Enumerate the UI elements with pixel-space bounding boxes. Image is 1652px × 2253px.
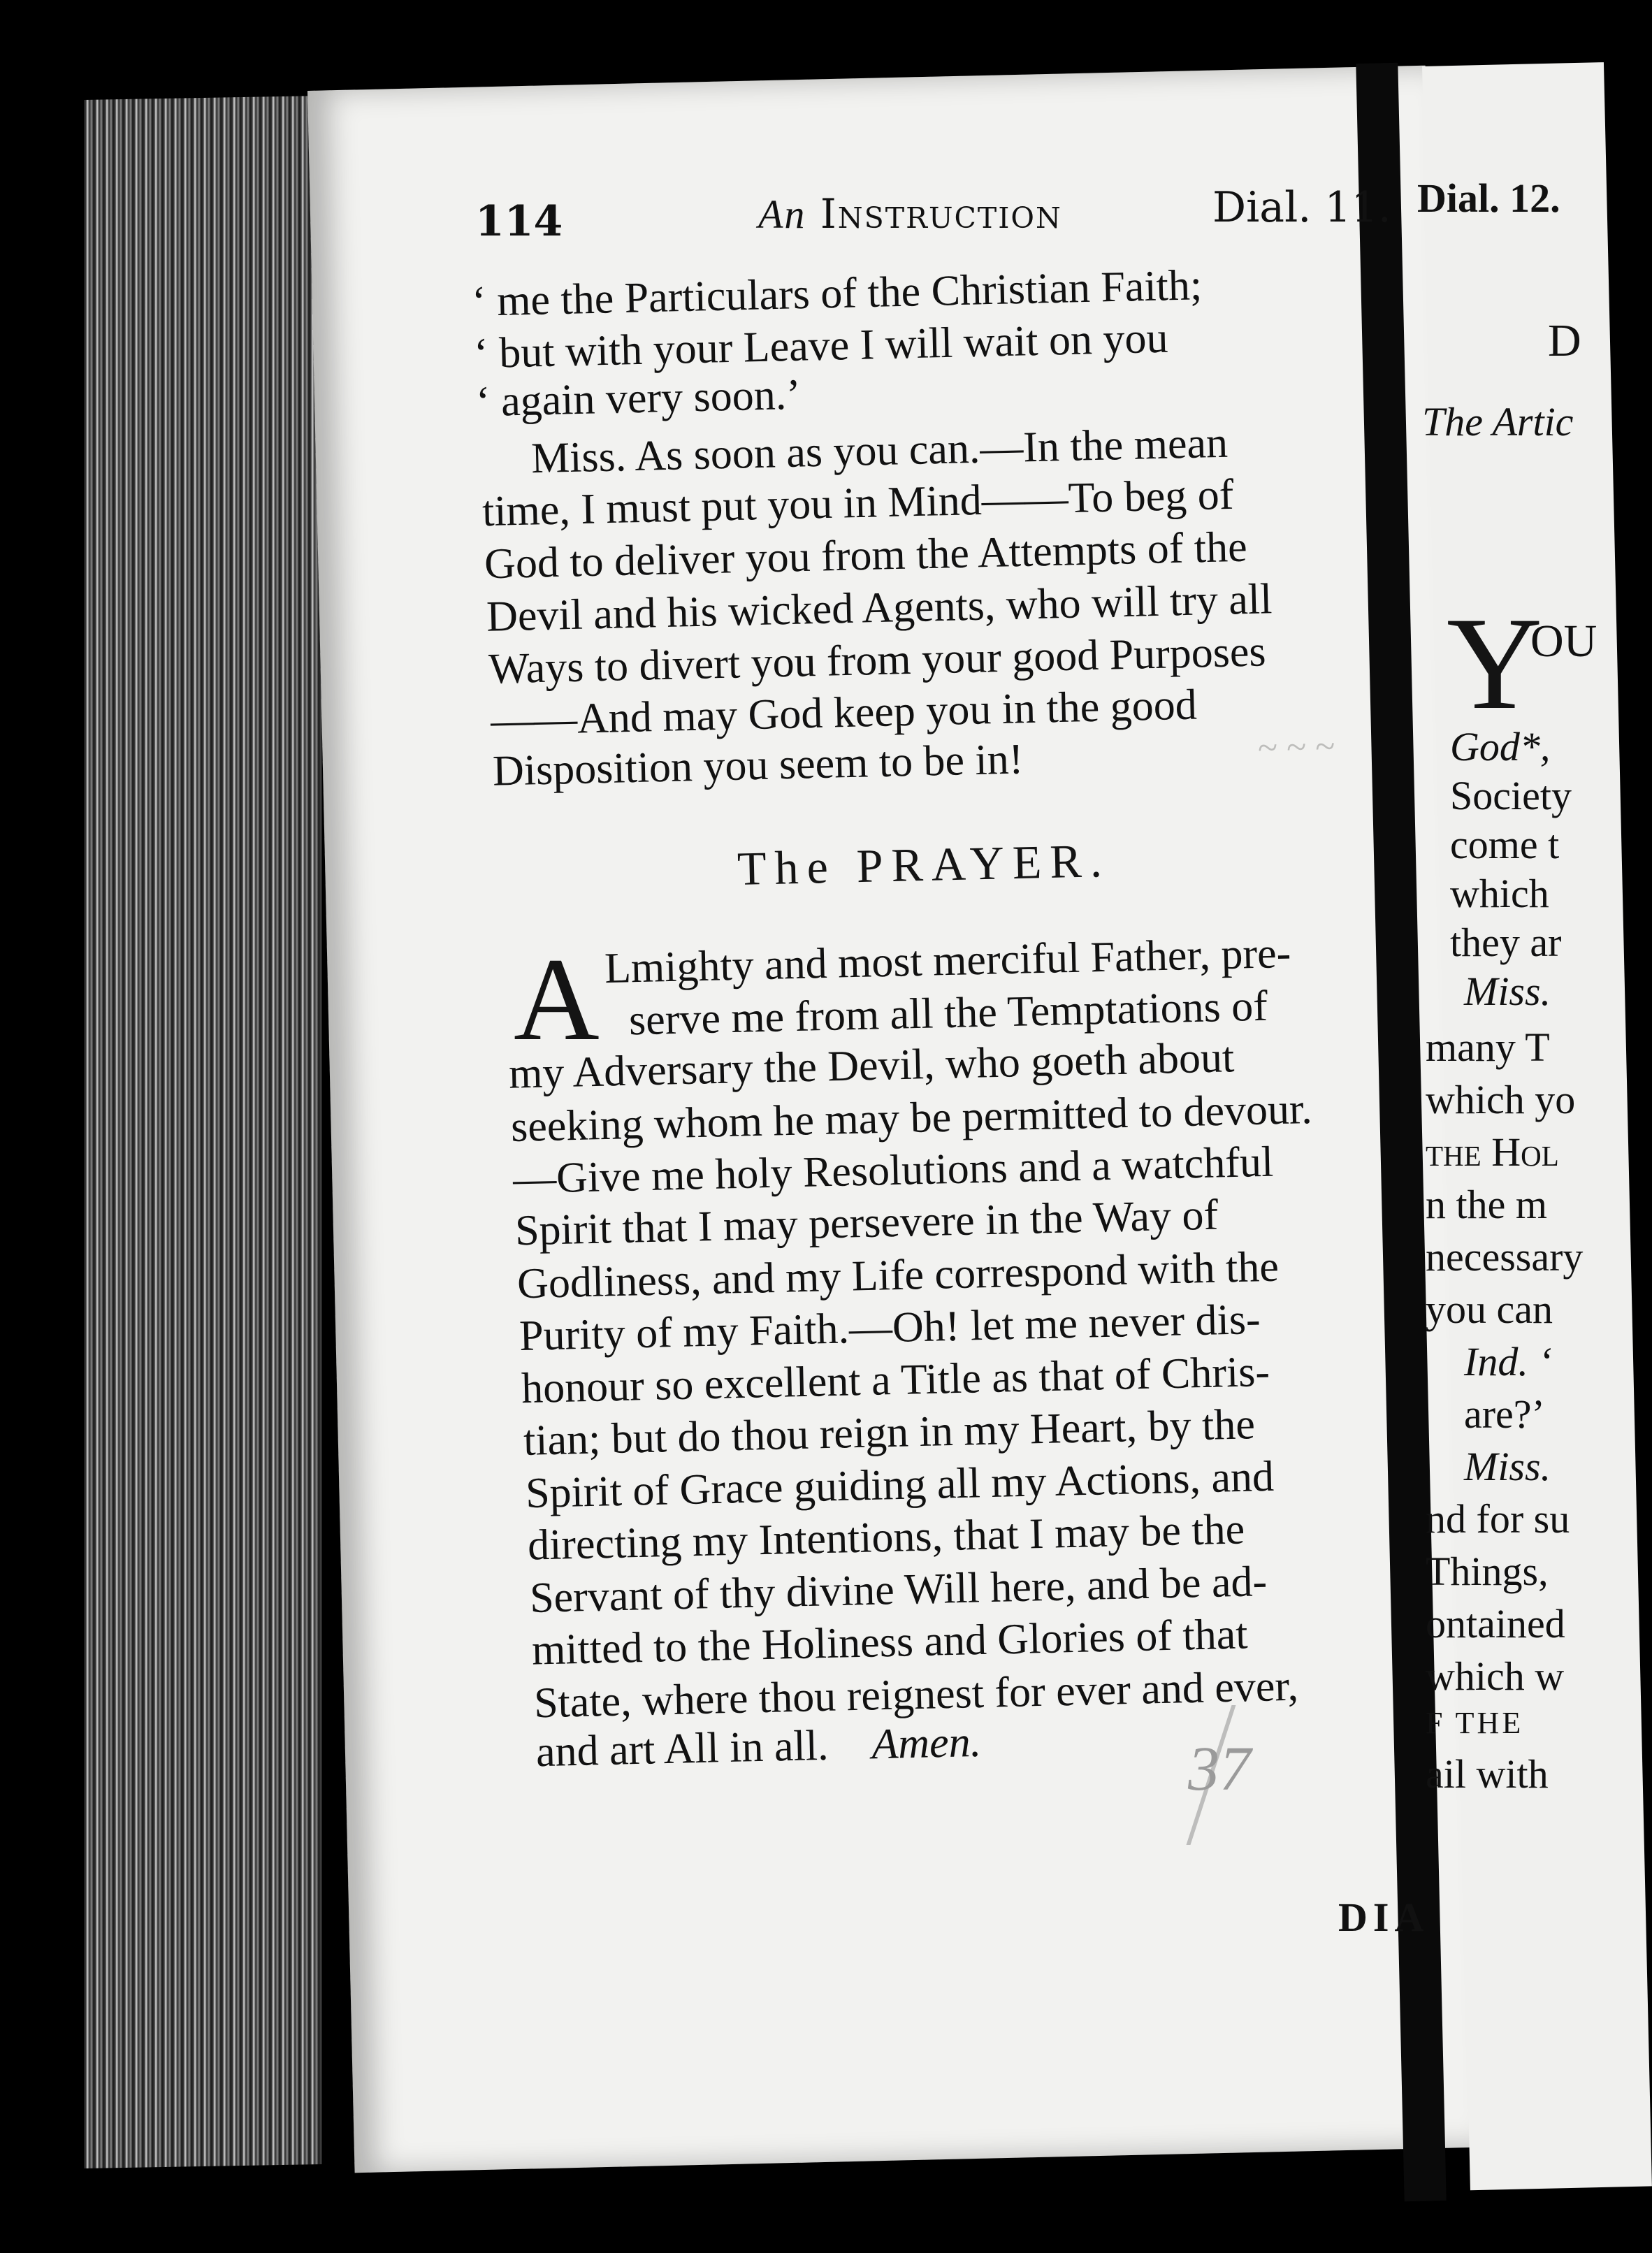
running-title-main: Instruction xyxy=(820,190,1062,238)
prayer-line: mitted to the Holiness and Glories of that xyxy=(531,1610,1249,1674)
right-line: Things, xyxy=(1426,1549,1549,1594)
right-line: ontained xyxy=(1426,1601,1565,1646)
right-line: which xyxy=(1450,871,1549,916)
text-line: Devil and his wicked Agents, who will try all xyxy=(486,575,1273,641)
right-drop-cap: Y xyxy=(1447,591,1543,737)
right-line: which yo xyxy=(1426,1077,1576,1122)
right-line: the Hol xyxy=(1426,1129,1559,1175)
running-dial-right: Dial. 12. xyxy=(1417,175,1560,221)
catchword: DIA xyxy=(1338,1895,1430,1940)
prayer-line: Spirit of Grace guiding all my Actions, and xyxy=(525,1452,1275,1518)
prayer-line: Lmighty and most merciful Father, pre- xyxy=(604,929,1292,993)
right-drop-cap-rest: OU xyxy=(1530,616,1597,667)
prayer-line: serve me from all the Temptations of xyxy=(628,982,1268,1045)
bleed-through-text: ~ ~ ~ xyxy=(1257,726,1336,769)
right-line: nd for su xyxy=(1426,1496,1570,1542)
right-line: they ar xyxy=(1450,920,1562,965)
prayer-line: tian; but do thou reign in my Heart, by the xyxy=(523,1400,1256,1465)
prayer-line xyxy=(535,1718,982,1777)
running-title-prefix: An xyxy=(758,191,806,237)
running-dial-left: Dial. 11. xyxy=(1212,183,1391,232)
text-line: Ways to divert you from your good Purposes xyxy=(488,628,1267,693)
right-line: Society xyxy=(1450,773,1572,818)
right-header-fragment: D xyxy=(1548,315,1581,366)
right-line: Miss. xyxy=(1464,1444,1551,1489)
text-line: ‘ again very soon.’ xyxy=(475,370,802,426)
text-line: ‘ but with your Leave I will wait on you xyxy=(473,314,1169,378)
right-line: are?’ xyxy=(1464,1391,1545,1437)
right-subtitle-fragment: The Artic xyxy=(1422,399,1574,444)
right-line: which w xyxy=(1426,1653,1565,1699)
handwritten-number: 37 xyxy=(1188,1734,1251,1804)
text-line: God to deliver you from the Attempts of the xyxy=(484,523,1248,588)
drop-cap: A xyxy=(514,934,600,1065)
right-line: Ind. ‘ xyxy=(1464,1339,1552,1384)
text-line: time, I must put you in Mind——To beg of xyxy=(481,470,1235,536)
prayer-line: Servant of thy divine Will here, and be ad- xyxy=(529,1558,1268,1622)
right-line: necessary xyxy=(1426,1234,1584,1280)
prayer-line: my Adversary the Devil, who goeth about xyxy=(508,1034,1235,1098)
prayer-line: State, where thou reignest for ever and ever, xyxy=(533,1662,1299,1727)
prayer-last-line: and art All in all. xyxy=(535,1721,829,1776)
text-line: ——And may God keep you in the good xyxy=(490,681,1198,745)
text-line: Disposition you seem to be in! xyxy=(492,735,1024,795)
prayer-line: Purity of my Faith.—Oh! let me never dis- xyxy=(519,1295,1261,1361)
right-line: you can xyxy=(1426,1287,1553,1332)
prayer-title: The PRAYER. xyxy=(737,833,1111,896)
page-number: 114 xyxy=(475,197,563,246)
page-edges xyxy=(84,96,321,2168)
text-line: Miss. As soon as you can.—In the mean xyxy=(530,419,1229,483)
right-line: ail with xyxy=(1426,1751,1549,1797)
right-line: Miss. xyxy=(1464,969,1551,1014)
right-line: n the m xyxy=(1426,1182,1547,1227)
prayer-line: Godliness, and my Life correspond with the xyxy=(516,1243,1280,1308)
prayer-line: —Give me holy Resolutions and a watchful xyxy=(512,1138,1274,1203)
prayer-line: Spirit that I may persevere in the Way of xyxy=(514,1191,1219,1255)
right-line: God*, xyxy=(1450,724,1551,769)
right-line: many T xyxy=(1426,1024,1550,1070)
right-line: come t xyxy=(1450,822,1560,867)
prayer-line: seeking whom he may be permitted to devour. xyxy=(510,1085,1313,1151)
prayer-line: honour so excellent a Title as that of Chris- xyxy=(521,1347,1270,1413)
running-title xyxy=(758,190,1062,238)
text-line: ‘ me the Particulars of the Christian Faith; xyxy=(471,261,1203,326)
right-line: F THE xyxy=(1426,1706,1524,1740)
prayer-line: directing my Intentions, that I may be the xyxy=(527,1505,1245,1570)
amen: Amen. xyxy=(871,1718,982,1769)
